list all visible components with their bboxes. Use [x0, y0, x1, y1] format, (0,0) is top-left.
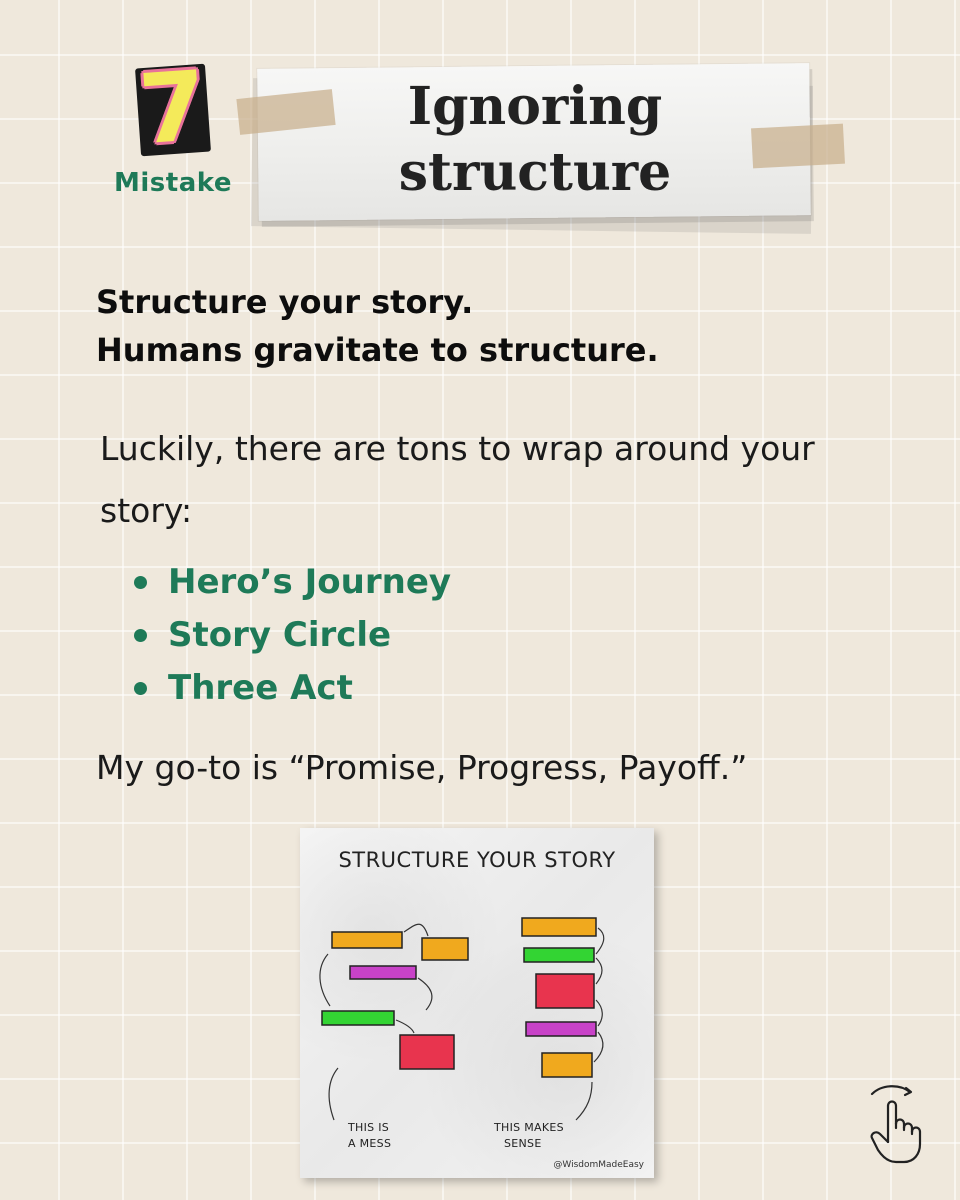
illustration-title: STRUCTURE YOUR STORY [338, 848, 616, 872]
framework-item: Hero’s Journey [132, 556, 451, 609]
go-to-text: My go-to is “Promise, Progress, Payoff.” [96, 748, 748, 787]
order-block-orange-2 [542, 1053, 592, 1077]
framework-item: Three Act [132, 662, 451, 715]
page-title [270, 74, 800, 206]
caption-mess-line-1: THIS IS [348, 1121, 390, 1134]
caption-mess [348, 1120, 391, 1152]
order-block-green [524, 948, 594, 962]
mess-arrow-3 [418, 978, 432, 1010]
mess-block-orange-2 [422, 938, 468, 960]
mistake-badge [114, 49, 238, 208]
badge-number-card [135, 49, 211, 167]
mess-arrow-1 [404, 924, 428, 936]
caption-sense [494, 1120, 564, 1152]
mess-block-purple [350, 966, 416, 979]
mess-block-red [400, 1035, 454, 1069]
headline-line-1: Structure your story. [96, 283, 474, 321]
order-arrow-2 [596, 958, 602, 984]
caption-sense-line-2: SENSE [504, 1137, 542, 1150]
intro-text: Luckily, there are tons to wrap around your story: [100, 429, 815, 530]
framework-item: Story Circle [132, 609, 451, 662]
framework-list [132, 556, 451, 715]
headline-line-2: Humans gravitate to structure. [96, 331, 659, 369]
swipe-hand-icon[interactable] [866, 1080, 926, 1166]
caption-sense-line-1: THIS MAKES [494, 1121, 564, 1134]
illustration-credit: @WisdomMadeEasy [553, 1160, 644, 1170]
headline [96, 278, 896, 374]
caption-mess-line-2: A MESS [348, 1137, 392, 1150]
title-line-1: Ignoring [407, 76, 663, 137]
order-block-orange-1 [522, 918, 596, 936]
structure-illustration [300, 828, 654, 1178]
mess-arrow-5 [329, 1068, 338, 1120]
order-arrow-3 [596, 1000, 602, 1026]
mess-block-orange-1 [332, 932, 402, 948]
title-line-2: structure [398, 142, 672, 203]
mess-arrow-2 [320, 954, 330, 1006]
badge-number: 7 [135, 49, 211, 167]
order-arrow-1 [596, 928, 604, 954]
order-block-red [536, 974, 594, 1008]
mess-block-green [322, 1011, 394, 1025]
mess-arrow-4 [396, 1020, 414, 1033]
order-arrow-5 [576, 1082, 592, 1120]
badge-label: Mistake [114, 168, 232, 198]
order-block-purple [526, 1022, 596, 1036]
